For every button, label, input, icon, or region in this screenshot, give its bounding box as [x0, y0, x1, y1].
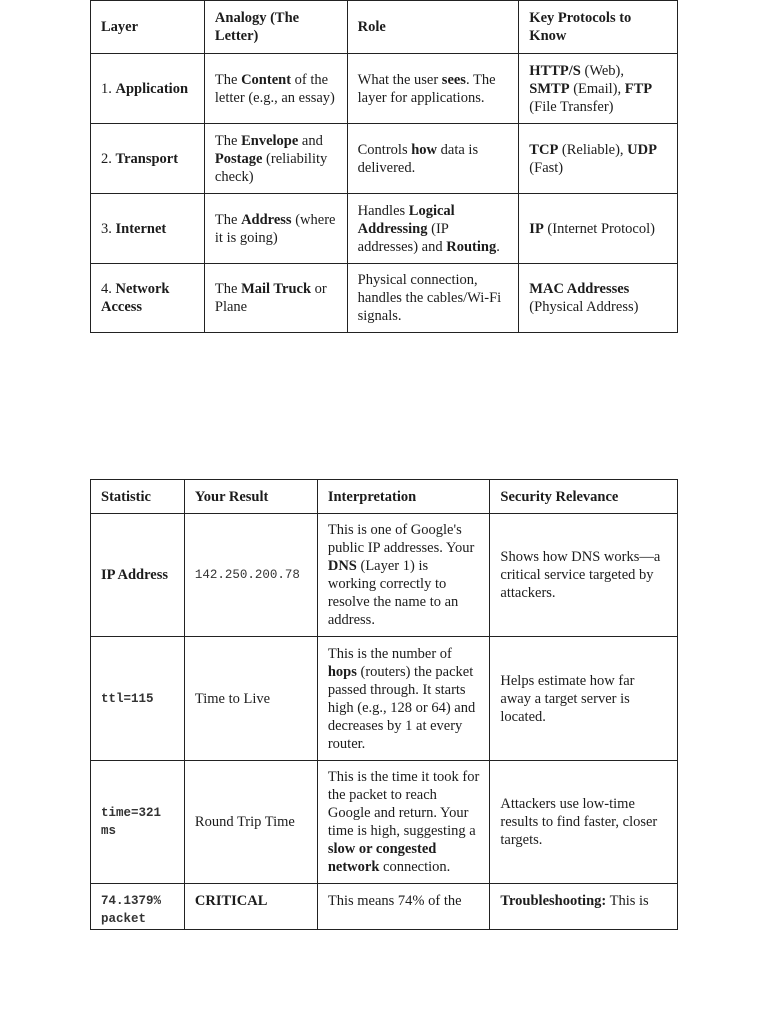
osi-layers-table — [90, 0, 678, 333]
header-layer: Layer — [91, 1, 205, 54]
result-cell: Round Trip Time — [184, 761, 317, 884]
result-cell: CRITICAL — [184, 884, 317, 930]
layer-cell: 3. Internet — [91, 194, 205, 264]
header-protocols: Key Protocols to Know — [519, 1, 678, 54]
role-cell: Controls how data is delivered. — [347, 124, 519, 194]
header-relevance: Security Relevance — [490, 480, 678, 514]
protocols-cell: MAC Addresses (Physical Address) — [519, 264, 678, 333]
table-row — [91, 124, 678, 194]
protocols-cell: HTTP/S (Web), SMTP (Email), FTP (File Transfer) — [519, 54, 678, 124]
interpretation-cell: This is the number of hops (routers) the packet passed through. It starts high (e.g., 128 or 64) and decreases by 1 at every router. — [317, 637, 490, 761]
interpretation-cell: This is one of Google's public IP addresses. Your DNS (Layer 1) is working correctly to resolve the name to an address. — [317, 514, 490, 637]
header-analogy: Analogy (The Letter) — [204, 1, 347, 54]
interpretation-cell: This is the time it took for the packet to reach Google and return. Your time is high, suggesting a slow or congested network connection. — [317, 761, 490, 884]
role-cell: Physical connection, handles the cables/Wi-Fi signals. — [347, 264, 519, 333]
statistic-cell: 74.1379% packet — [91, 884, 185, 930]
header-interpretation: Interpretation — [317, 480, 490, 514]
analogy-cell: The Address (where it is going) — [204, 194, 347, 264]
statistic-cell: time=321 ms — [91, 761, 185, 884]
table-header-row — [91, 1, 678, 54]
protocols-cell: IP (Internet Protocol) — [519, 194, 678, 264]
relevance-cell: Shows how DNS works—a critical service targeted by attackers. — [490, 514, 678, 637]
table-row — [91, 884, 678, 930]
header-result: Your Result — [184, 480, 317, 514]
layer-cell: 2. Transport — [91, 124, 205, 194]
relevance-cell: Helps estimate how far away a target server is located. — [490, 637, 678, 761]
protocols-cell: TCP (Reliable), UDP (Fast) — [519, 124, 678, 194]
header-role: Role — [347, 1, 519, 54]
layer-cell: 4. Network Access — [91, 264, 205, 333]
table-row — [91, 514, 678, 637]
table-row — [91, 264, 678, 333]
statistic-cell: ttl=115 — [91, 637, 185, 761]
table-row — [91, 194, 678, 264]
table-row — [91, 637, 678, 761]
analogy-cell: The Envelope and Postage (reliability check) — [204, 124, 347, 194]
analogy-cell: The Mail Truck or Plane — [204, 264, 347, 333]
result-cell: Time to Live — [184, 637, 317, 761]
table-header-row — [91, 480, 678, 514]
relevance-cell: Troubleshooting: This is — [490, 884, 678, 930]
role-cell: Handles Logical Addressing (IP addresses) and Routing. — [347, 194, 519, 264]
statistic-cell: IP Address — [91, 514, 185, 637]
layer-cell: 1. Application — [91, 54, 205, 124]
interpretation-cell: This means 74% of the — [317, 884, 490, 930]
result-cell: 142.250.200.78 — [184, 514, 317, 637]
relevance-cell: Attackers use low-time results to find faster, closer targets. — [490, 761, 678, 884]
analogy-cell: The Content of the letter (e.g., an essay) — [204, 54, 347, 124]
role-cell: What the user sees. The layer for applications. — [347, 54, 519, 124]
table-row — [91, 54, 678, 124]
ping-statistics-table — [90, 479, 678, 930]
table-row — [91, 761, 678, 884]
header-statistic: Statistic — [91, 480, 185, 514]
